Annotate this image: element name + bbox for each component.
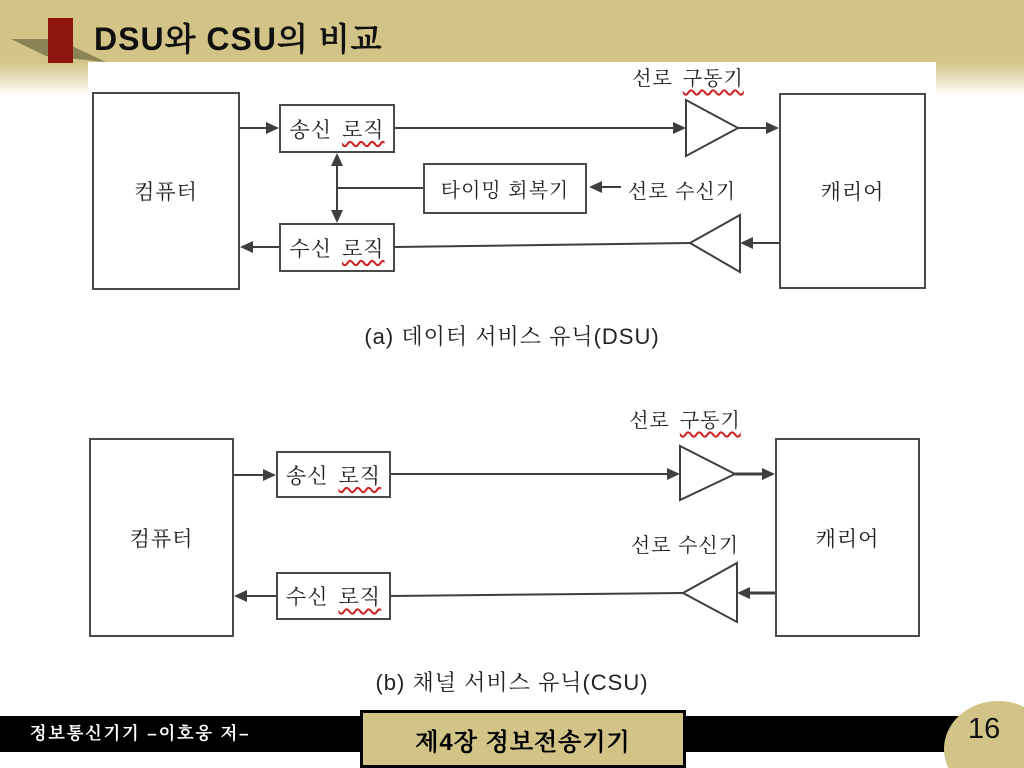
timing-recovery-label: 타이밍 회복기 [440,180,570,202]
line-receiver-triangle-b [683,563,737,622]
diagram-image [88,62,936,710]
line-receiver-triangle-a [690,215,740,272]
line-receiver-label-a: 선로 수신기 [627,181,737,203]
footer-chapter-label: 제4장 정보전송기기 [415,728,631,756]
computer-box-a [92,92,240,290]
logo-red-square-icon [48,18,73,63]
rx-logic-box-b [276,572,391,620]
line-driver-triangle-b [680,446,735,500]
line-driver-triangle-a [686,100,738,156]
computer-box-b [89,438,234,637]
line-receiver-label-b: 선로 수신기 [630,535,740,557]
page-number-badge [944,701,1024,768]
computer-label-a: 컴퓨터 [134,181,198,204]
rx-logic-label-a: 수신 로직 [289,237,385,261]
line-driver-label-b: 선로 구동기 [629,410,741,432]
page-number: 16 [968,713,1001,745]
footer-chapter-box [360,710,686,768]
carrier-box-b [775,438,920,637]
rx-logic-box-a [279,223,395,272]
carrier-label-b: 캐리어 [815,527,880,551]
carrier-box-a [779,93,926,289]
slide-title: DSU와 CSU의 비교 [94,21,383,57]
timing-recovery-box [423,163,587,214]
caption-b: (b) 채널 서비스 유닉(CSU) [375,670,649,695]
footer-book-title: 정보통신기기 –이호웅 저– [30,724,251,743]
rx-logic-label-b: 수신 로직 [285,586,382,609]
tx-logic-label-a: 송신 로직 [289,118,385,142]
carrier-label-a: 캐리어 [820,181,885,204]
caption-a: (a) 데이터 서비스 유닉(DSU) [364,324,660,349]
tx-logic-box-b [276,451,391,498]
computer-label-b: 컴퓨터 [129,527,194,551]
tx-logic-box-a [279,104,395,153]
line-driver-label-a: 선로 구동기 [632,68,744,90]
tx-logic-label-b: 송신 로직 [285,464,382,488]
